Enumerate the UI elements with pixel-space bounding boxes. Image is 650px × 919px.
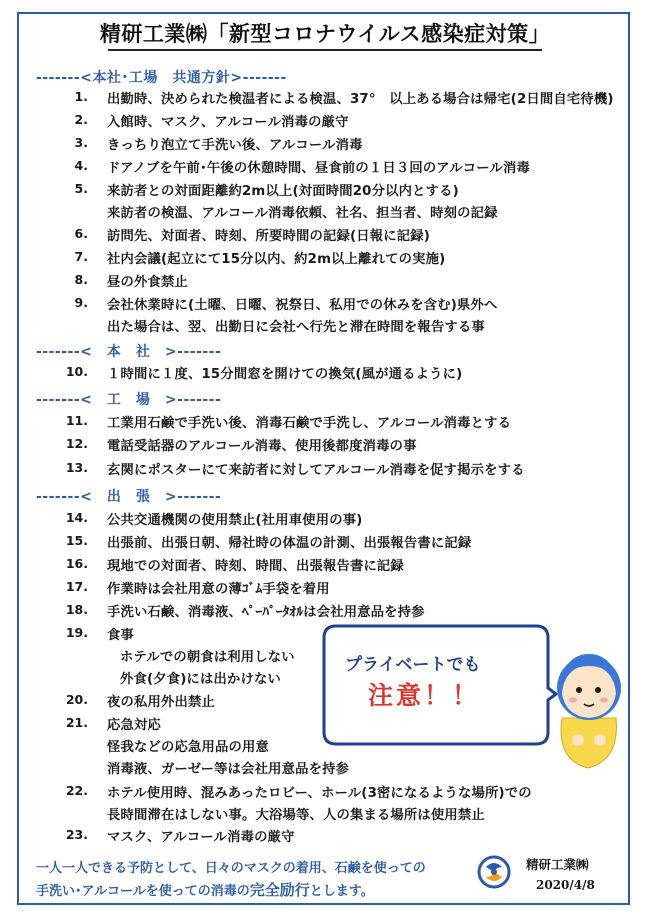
item-number: 9.: [74, 295, 88, 310]
item-text: 消毒液、ガーゼー等は会社用意品を持参: [107, 762, 350, 777]
item-number: 1.: [74, 89, 88, 104]
footer-line-1: 一人一人できる予防として、日々のマスクの着用、石鹸を使っての: [36, 861, 426, 876]
item-number: 22.: [65, 783, 88, 798]
item-text: 工業用石鹸で手洗い後、消毒石鹸で手洗し、アルコール消毒とする: [107, 416, 512, 431]
item-text: 出た場合は、翌、出勤日に会社へ行先と滞在時間を報告する事: [107, 320, 485, 335]
item-number: 23.: [65, 827, 88, 842]
item-number: 14.: [65, 510, 88, 525]
item-text: マスク、アルコール消毒の厳守: [107, 830, 295, 845]
section-shuccho-header: -------< 出 張 >-------: [36, 489, 222, 505]
item-text: ホテルでの朝食は利用しない: [120, 650, 295, 665]
girl-character-icon: [548, 640, 630, 770]
item-text: 応急対応: [107, 718, 161, 733]
item-text: ホテル使用時、混みあったロビー、ホール(3密になるような場所)での: [107, 786, 532, 801]
item-number: 3.: [74, 135, 88, 150]
item-text: 昼の外食禁止: [107, 275, 188, 290]
item-text: 会社休業時に(土曜、日曜、祝祭日、私用での休みを含む)県外へ: [107, 298, 498, 313]
item-number: 6.: [74, 226, 88, 241]
section-common-header: -------<本社･工場 共通方針>-------: [36, 70, 287, 86]
item-number: 13.: [65, 460, 88, 475]
item-text: 出勤時、決められた検温者による検温、37° 以上ある場合は帰宅(2日間自宅待機): [107, 92, 614, 107]
bubble-text-private: プライベートでも: [345, 655, 481, 675]
item-text: １時間に１度、15分間窓を開けての換気(風が通るように): [107, 367, 463, 382]
item-number: 15.: [65, 533, 88, 548]
item-number: 20.: [65, 692, 88, 707]
item-text: 入館時、マスク、アルコール消毒の厳守: [107, 115, 349, 130]
item-number: 5.: [74, 181, 88, 196]
item-text: 社内会議(起立にて15分以内、約2m以上離れての実施): [107, 252, 446, 267]
item-text: 手洗い石鹸、消毒液、ﾍﾟｰﾊﾟｰﾀｵﾙは会社用意品を持参: [107, 605, 425, 620]
footer-emphasis: 完全励行: [249, 881, 310, 899]
company-logo-icon: [476, 855, 512, 889]
item-number: 21.: [65, 715, 88, 730]
section-honsha-header: -------< 本 社 >-------: [36, 344, 222, 360]
company-name: 精研工業㈱: [526, 857, 589, 872]
item-text: 電話受話器のアルコール消毒、使用後都度消毒の事: [107, 439, 417, 454]
item-text: 玄関にポスターにて来訪者に対してアルコール消毒を促す掲示をする: [107, 463, 525, 478]
footer-text: 手洗い･アルコールを使っての消毒の: [36, 884, 250, 899]
item-text: 長時間滞在はしない事。大浴場等、人の集まる場所は使用禁止: [107, 808, 485, 823]
item-number: 19.: [65, 625, 88, 640]
page-title: 精研工業㈱「新型コロナウイルス感染症対策」: [99, 22, 551, 46]
item-text: 食事: [107, 628, 134, 643]
item-number: 16.: [65, 556, 88, 571]
item-text: きっちり泡立て手洗い後、アルコール消毒: [107, 138, 363, 153]
item-text: 訪問先、対面者、時刻、所要時間の記録(日報に記録): [107, 229, 430, 244]
item-text: 来訪者の検温、アルコール消毒依頼、社名、担当者、時刻の記録: [107, 206, 498, 221]
item-text: ドアノブを午前･午後の休憩時間、昼食前の１日３回のアルコール消毒: [107, 161, 530, 176]
footer-text: とします。: [309, 884, 374, 899]
item-number: 7.: [74, 249, 88, 264]
item-text: 出張前、出張日朝、帰社時の体温の計測、出張報告書に記録: [107, 536, 472, 551]
item-text: 夜の私用外出禁止: [107, 695, 215, 710]
issue-date: 2020/4/8: [536, 878, 595, 892]
section-kojo-header: -------< 工 場 >-------: [36, 392, 222, 408]
item-text: 公共交通機関の使用禁止(社用車使用の事): [107, 513, 363, 528]
bubble-text-caution: 注意！！: [368, 681, 481, 710]
item-text: 外食(夕食)には出かけない: [120, 672, 282, 687]
item-text: 怪我などの応急用品の用意: [107, 740, 269, 755]
item-text: 現地での対面者、時刻、時間、出張報告書に記録: [107, 559, 404, 574]
item-number: 10.: [65, 364, 88, 379]
item-number: 8.: [74, 272, 88, 287]
item-number: 2.: [74, 112, 88, 127]
footer-line-2: [36, 879, 374, 900]
item-text: 作業時は会社用意の薄ｺﾞﾑ手袋を着用: [107, 582, 330, 597]
item-number: 11.: [65, 413, 88, 428]
item-number: 17.: [65, 579, 88, 594]
item-number: 12.: [65, 436, 88, 451]
item-text: 来訪者との対面距離約2m以上(対面時間20分以内とする): [107, 184, 459, 199]
title-underline: [108, 49, 542, 51]
item-number: 18.: [65, 602, 88, 617]
item-number: 4.: [74, 158, 88, 173]
